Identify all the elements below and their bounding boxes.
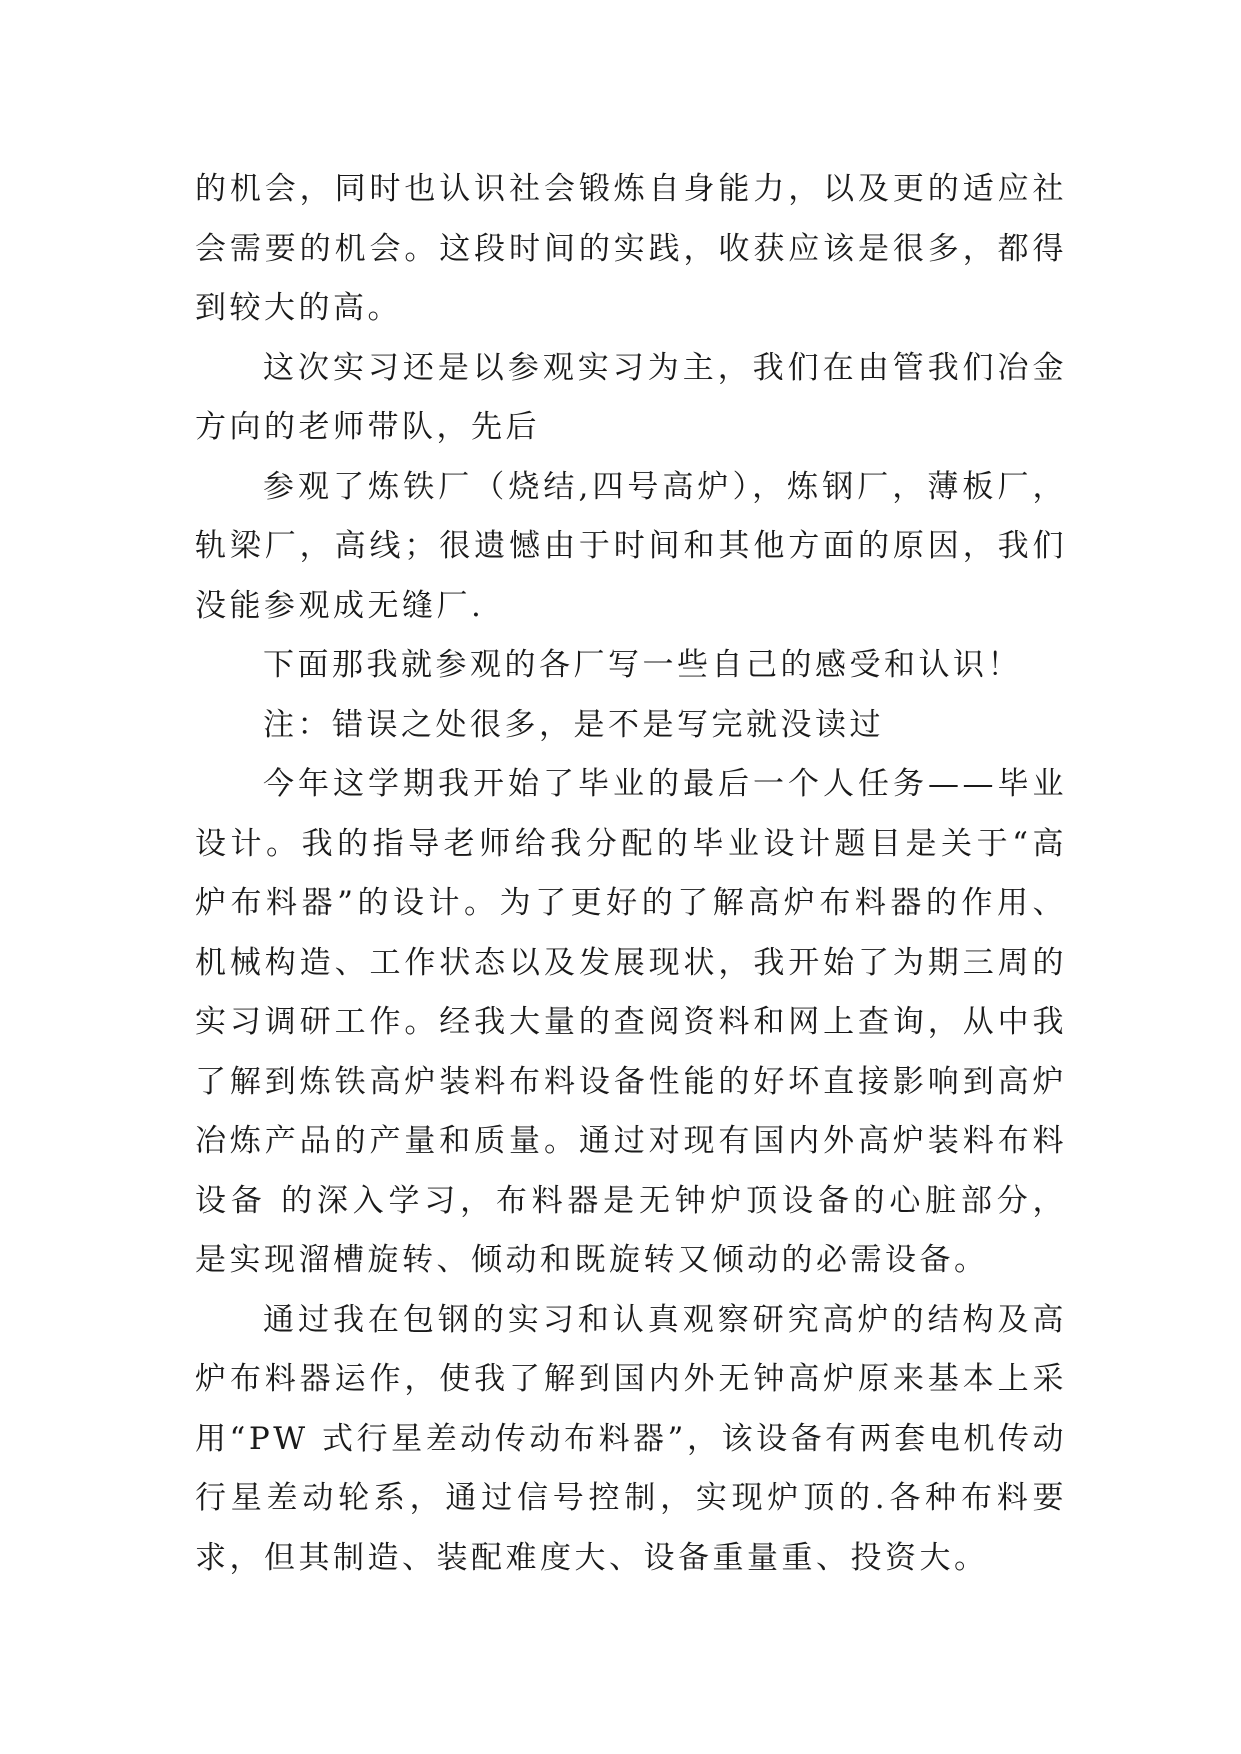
- paragraph: 今年这学期我开始了毕业的最后一个人任务——毕业设计。我的指导老师给我分配的毕业设计题目是关于“高炉布料器”的设计。为了更好的了解高炉布料器的作用、机械构造、工作状态以及发展现状，我开始了为期三周的实习调研工作。经我大量的查阅资料和网上查询，从中我了解到炼铁高炉装料布料设备性能的好坏直接影响到高炉冶炼产品的产量和质量。通过对现有国内外高炉装料布料设备 的深入学习，布料器是无钟炉顶设备的心脏部分，是实现溜槽旋转、倾动和既旋转又倾动的必需设备。: [195, 766, 1067, 1278]
- paragraph: 这次实习还是以参观实习为主，我们在由管我们冶金方向的老师带队，先后: [195, 349, 1067, 445]
- paragraph-note: 注：错误之处很多，是不是写完就没读过: [263, 706, 884, 743]
- paragraph: 通过我在包钢的实习和认真观察研究高炉的结构及高炉布料器运作，使我了解到国内外无钟高炉原来基本上采用“PW 式行星差动传动布料器”，该设备有两套电机传动行星差动轮系，通过信号控制，实现炉顶的.各种布料要求，但其制造、装配难度大、设备重量重、投资大。: [195, 1301, 1067, 1576]
- paragraph-continuation: 的机会，同时也认识社会锻炼自身能力，以及更的适应社会需要的机会。这段时间的实践，收获应该是很多，都得到较大的高。: [195, 171, 1067, 326]
- paragraph: 下面那我就参观的各厂写一些自己的感受和认识！: [263, 647, 1022, 683]
- document-body: [195, 160, 1067, 1588]
- paragraph: 参观了炼铁厂（烧结,四号高炉），炼钢厂，薄板厂，轨梁厂，高线；很遗憾由于时间和其他方面的原因，我们没能参观成无缝厂.: [195, 468, 1067, 624]
